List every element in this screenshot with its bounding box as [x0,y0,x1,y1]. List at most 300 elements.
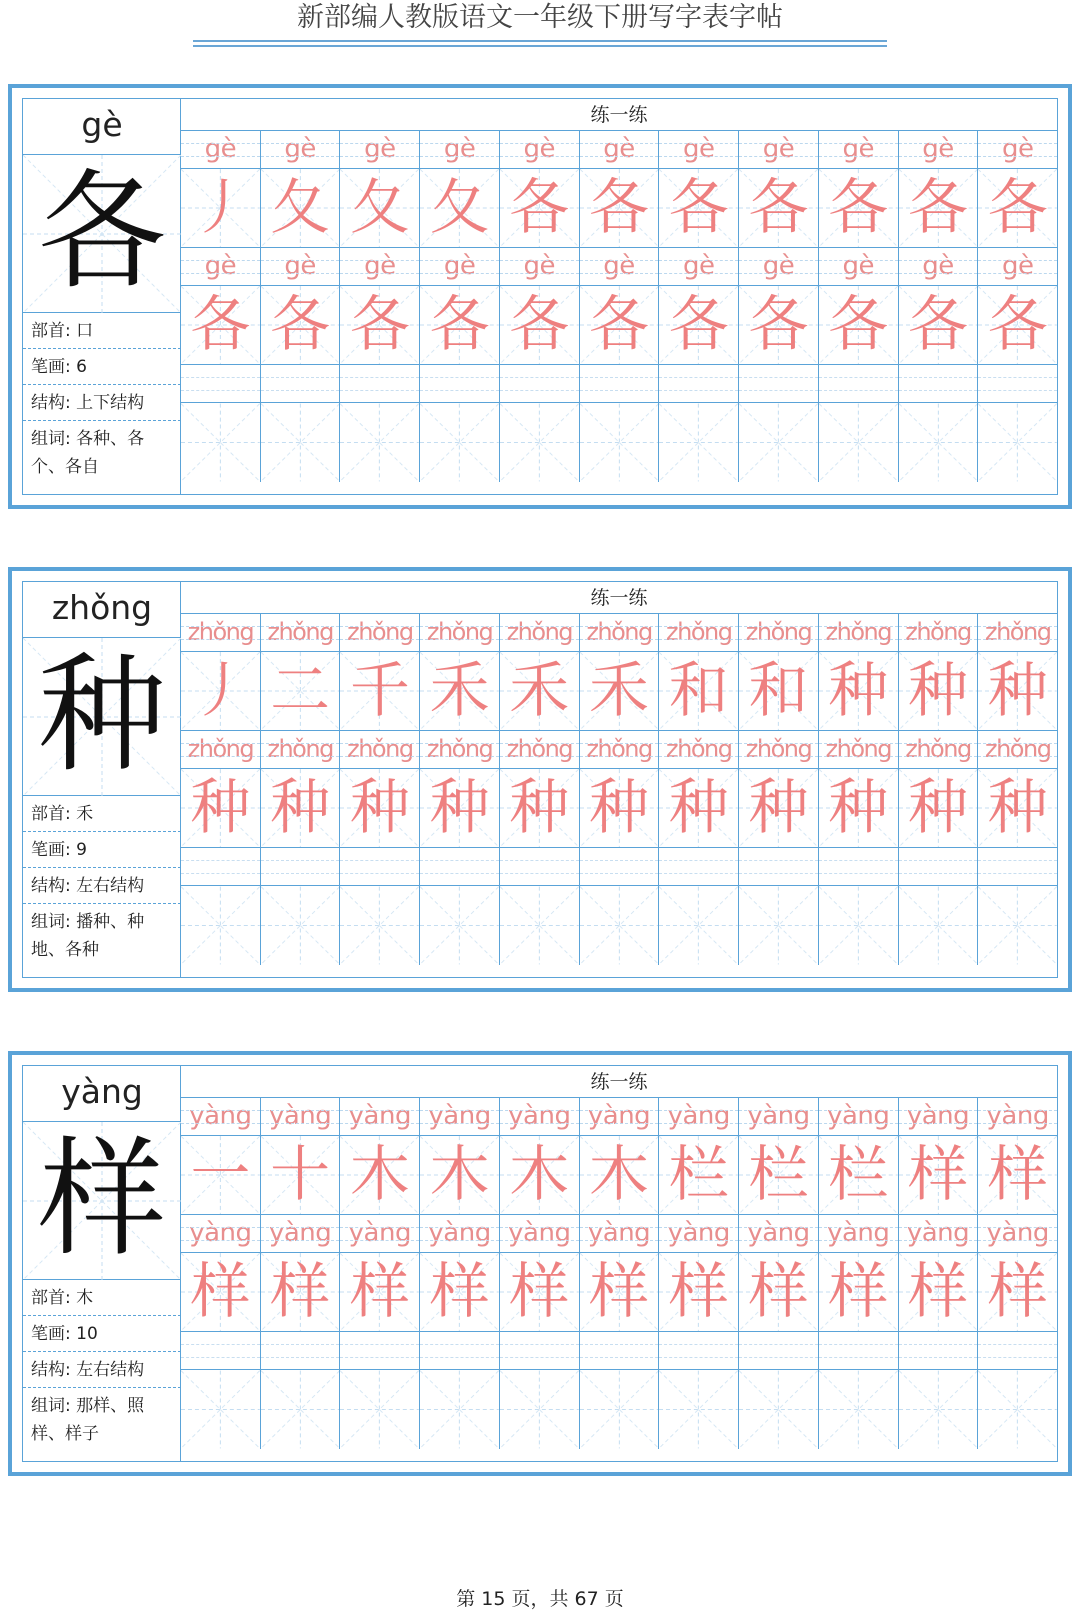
practice-pinyin: gè [739,248,819,285]
practice-char-cell[interactable] [739,652,819,730]
practice-pinyin: zhǒng [978,614,1057,651]
practice-pinyin: zhǒng [181,614,261,651]
practice-pinyin: gè [819,248,899,285]
practice-char-cell[interactable] [580,286,660,364]
blank-pinyin-cell[interactable] [181,365,261,402]
words-label: 组词: 播种、种 [31,912,145,932]
blank-pinyin-cell[interactable] [420,365,500,402]
practice-char-cell[interactable] [340,169,420,247]
blank-practice-cell[interactable] [420,886,500,965]
trace-character: 各 [190,290,251,360]
trace-character: 各 [987,290,1048,360]
stroke-count-label: 笔画: 9 [23,832,181,868]
trace-character: 种 [589,773,650,843]
practice-char-cell[interactable] [580,169,660,247]
trace-character: 禾 [429,656,490,726]
blank-pinyin-cell[interactable] [420,848,500,885]
blank-practice-cell[interactable] [819,403,899,482]
trace-character: 各 [429,290,490,360]
blank-practice-cell[interactable] [181,1370,261,1449]
blank-pinyin-cell[interactable] [659,848,739,885]
practice-pinyin: gè [181,248,261,285]
practice-pinyin: gè [899,131,979,168]
practice-char-cell[interactable] [819,1136,899,1214]
trace-character: 样 [907,1140,968,1210]
trace-character: 种 [907,656,968,726]
blank-pinyin-row [181,1332,1057,1370]
blank-pinyin-cell[interactable] [500,1332,580,1369]
practice-pinyin: zhǒng [420,731,500,768]
practice-pinyin: zhǒng [420,614,500,651]
practice-char-cell[interactable] [181,769,261,847]
info-panel [23,582,181,977]
practice-pinyin: yàng [261,1215,341,1252]
trace-character: 千 [349,656,410,726]
blank-practice-cell[interactable] [739,403,819,482]
practice-char-cell[interactable] [899,652,979,730]
blank-practice-cell[interactable] [420,1370,500,1449]
blank-pinyin-cell[interactable] [500,365,580,402]
trace-character: 和 [668,656,729,726]
trace-character: 各 [589,173,650,243]
practice-pinyin: yàng [580,1098,660,1135]
practice-pinyin: gè [659,131,739,168]
trace-character: 各 [349,290,410,360]
trace-character: 丿 [190,173,251,243]
trace-character: 木 [589,1140,650,1210]
blank-pinyin-cell[interactable] [261,848,341,885]
practice-char-cell[interactable] [420,1136,500,1214]
char-pinyin: yàng [23,1066,181,1122]
practice-pinyin: gè [580,131,660,168]
practice-pinyin: gè [420,248,500,285]
trace-character: 各 [828,173,889,243]
practice-char-cell[interactable] [978,1253,1057,1331]
practice-char-cell[interactable] [500,169,580,247]
practice-char-cell[interactable] [420,1253,500,1331]
practice-char-cell[interactable] [739,169,819,247]
pinyin-row [181,1098,1057,1136]
practice-char-cell[interactable] [261,286,341,364]
trace-character: 木 [509,1140,570,1210]
practice-char-cell[interactable] [261,1253,341,1331]
blank-pinyin-cell[interactable] [819,848,899,885]
trace-character: 样 [509,1257,570,1327]
practice-char-cell[interactable] [978,169,1057,247]
pinyin-row [181,131,1057,169]
practice-pinyin: gè [739,131,819,168]
practice-area [181,99,1057,494]
practice-pinyin: zhǒng [659,614,739,651]
stroke-order-row [181,1136,1057,1215]
structure-label: 结构: 左右结构 [23,868,181,904]
blank-practice-cell[interactable] [500,1370,580,1449]
blank-pinyin-cell[interactable] [819,1332,899,1369]
practice-char-cell[interactable] [181,1253,261,1331]
trace-character: 夂 [429,173,490,243]
blank-practice-cell[interactable] [340,403,420,482]
words-label: 组词: 各种、各 [31,429,145,449]
practice-pinyin: yàng [500,1215,580,1252]
practice-pinyin: gè [580,248,660,285]
practice-char-cell[interactable] [500,1136,580,1214]
words-label-cont: 地、各种 [31,940,99,960]
practice-pinyin: gè [659,248,739,285]
practice-char-cell[interactable] [978,286,1057,364]
blank-pinyin-cell[interactable] [580,848,660,885]
blank-pinyin-cell[interactable] [181,848,261,885]
practice-char-cell[interactable] [819,169,899,247]
practice-char-cell[interactable] [899,286,979,364]
trace-character: 种 [349,773,410,843]
practice-pinyin: yàng [181,1098,261,1135]
blank-pinyin-cell[interactable] [899,1332,979,1369]
blank-pinyin-cell[interactable] [340,848,420,885]
trace-character: 一 [190,1140,251,1210]
info-panel [23,99,181,494]
blank-practice-cell[interactable] [261,1370,341,1449]
trace-character: 二 [270,656,331,726]
blank-pinyin-row [181,365,1057,403]
title-underline [193,40,887,42]
practice-pinyin: zhǒng [181,731,261,768]
practice-char-cell[interactable] [659,286,739,364]
practice-char-cell[interactable] [340,1253,420,1331]
practice-pinyin: yàng [340,1215,420,1252]
practice-char-cell[interactable] [580,1136,660,1214]
blank-pinyin-row [181,848,1057,886]
main-character: 种 [37,641,166,790]
trace-character: 各 [907,173,968,243]
blank-practice-cell[interactable] [261,886,341,965]
trace-character: 各 [668,290,729,360]
trace-character: 样 [668,1257,729,1327]
blank-practice-cell[interactable] [739,886,819,965]
blank-pinyin-cell[interactable] [899,848,979,885]
practice-heading: 练一练 [181,1066,1057,1098]
practice-pinyin: zhǒng [899,731,979,768]
practice-pinyin: yàng [181,1215,261,1252]
trace-character: 夂 [349,173,410,243]
blank-practice-cell[interactable] [659,403,739,482]
trace-character: 种 [509,773,570,843]
trace-character: 各 [270,290,331,360]
blank-practice-cell[interactable] [978,886,1057,965]
blank-practice-cell[interactable] [899,403,979,482]
blank-practice-cell[interactable] [819,1370,899,1449]
practice-pinyin: gè [978,248,1057,285]
practice-pinyin: gè [978,131,1057,168]
practice-char-cell[interactable] [500,286,580,364]
blank-practice-cell[interactable] [819,886,899,965]
practice-pinyin: yàng [899,1098,979,1135]
trace-character: 样 [987,1257,1048,1327]
blank-pinyin-cell[interactable] [261,365,341,402]
practice-char-cell[interactable] [819,652,899,730]
practice-pinyin: yàng [340,1098,420,1135]
blank-pinyin-cell[interactable] [739,365,819,402]
practice-pinyin: yàng [659,1215,739,1252]
trace-character: 十 [270,1140,331,1210]
practice-pinyin: gè [899,248,979,285]
blank-practice-cell[interactable] [500,403,580,482]
blank-practice-cell[interactable] [580,403,660,482]
blank-pinyin-cell[interactable] [739,848,819,885]
practice-char-cell[interactable] [819,286,899,364]
practice-pinyin: yàng [261,1098,341,1135]
blank-writing-row [181,403,1057,482]
practice-char-cell[interactable] [340,1136,420,1214]
tracing-row [181,769,1057,848]
trace-character: 种 [429,773,490,843]
practice-pinyin: zhǒng [261,614,341,651]
trace-character: 各 [509,173,570,243]
blank-pinyin-cell[interactable] [500,848,580,885]
practice-char-cell[interactable] [420,169,500,247]
blank-practice-cell[interactable] [261,403,341,482]
char-grid [23,1122,181,1280]
practice-char-cell[interactable] [261,652,341,730]
practice-char-cell[interactable] [420,769,500,847]
structure-label: 结构: 上下结构 [23,385,181,421]
trace-character: 各 [828,290,889,360]
blank-practice-cell[interactable] [500,886,580,965]
practice-pinyin: zhǒng [819,614,899,651]
pinyin-row [181,614,1057,652]
practice-pinyin: gè [500,248,580,285]
main-character: 各 [37,158,166,307]
tracing-row [181,286,1057,365]
blank-pinyin-cell[interactable] [978,1332,1057,1369]
practice-heading: 练一练 [181,99,1057,131]
practice-pinyin: yàng [978,1098,1057,1135]
blank-pinyin-cell[interactable] [819,365,899,402]
blank-pinyin-cell[interactable] [261,1332,341,1369]
trace-character: 样 [828,1257,889,1327]
practice-char-cell[interactable] [500,1253,580,1331]
practice-char-cell[interactable] [340,286,420,364]
trace-character: 栏 [668,1140,729,1210]
practice-char-cell[interactable] [899,1253,979,1331]
blank-pinyin-cell[interactable] [340,365,420,402]
practice-char-cell[interactable] [181,169,261,247]
practice-pinyin: zhǒng [500,731,580,768]
practice-pinyin: gè [181,131,261,168]
section-frame [22,581,1058,978]
blank-writing-row [181,1370,1057,1449]
blank-practice-cell[interactable] [899,1370,979,1449]
practice-char-cell[interactable] [899,769,979,847]
practice-char-cell[interactable] [739,1136,819,1214]
practice-pinyin: yàng [819,1098,899,1135]
blank-pinyin-cell[interactable] [978,365,1057,402]
practice-pinyin: yàng [580,1215,660,1252]
practice-pinyin: gè [261,131,341,168]
practice-char-cell[interactable] [261,1136,341,1214]
trace-character: 样 [190,1257,251,1327]
practice-char-cell[interactable] [659,169,739,247]
blank-pinyin-cell[interactable] [978,848,1057,885]
trace-character: 丿 [190,656,251,726]
practice-char-cell[interactable] [420,286,500,364]
blank-practice-cell[interactable] [659,886,739,965]
practice-char-cell[interactable] [181,652,261,730]
practice-pinyin: yàng [659,1098,739,1135]
char-grid [23,155,181,313]
main-character: 样 [37,1125,166,1274]
practice-char-cell[interactable] [659,769,739,847]
practice-char-cell[interactable] [659,652,739,730]
character-section [8,567,1072,992]
practice-char-cell[interactable] [659,1253,739,1331]
practice-pinyin: gè [340,248,420,285]
stroke-count-label: 笔画: 6 [23,349,181,385]
trace-character: 种 [748,773,809,843]
practice-pinyin: zhǒng [739,731,819,768]
practice-char-cell[interactable] [420,652,500,730]
blank-practice-cell[interactable] [739,1370,819,1449]
trace-character: 禾 [589,656,650,726]
page-title: 新部编人教版语文一年级下册写字表字帖 [297,2,783,33]
practice-char-cell[interactable] [580,769,660,847]
blank-pinyin-cell[interactable] [739,1332,819,1369]
blank-practice-cell[interactable] [340,1370,420,1449]
trace-character: 各 [907,290,968,360]
practice-pinyin: zhǒng [500,614,580,651]
radical-label: 部首: 口 [23,313,181,349]
practice-char-cell[interactable] [739,1253,819,1331]
words-label-cont: 个、各自 [31,457,99,477]
practice-pinyin: gè [261,248,341,285]
words-label: 组词: 那样、照 [31,1396,145,1416]
blank-pinyin-cell[interactable] [580,1332,660,1369]
blank-writing-row [181,886,1057,965]
character-section [8,1051,1072,1476]
practice-pinyin: yàng [978,1215,1057,1252]
trace-character: 种 [828,773,889,843]
blank-practice-cell[interactable] [978,403,1057,482]
stroke-order-row [181,652,1057,731]
trace-character: 夂 [270,173,331,243]
blank-pinyin-cell[interactable] [899,365,979,402]
practice-pinyin: gè [340,131,420,168]
blank-practice-cell[interactable] [978,1370,1057,1449]
blank-pinyin-cell[interactable] [659,1332,739,1369]
practice-char-cell[interactable] [819,1253,899,1331]
trace-character: 种 [828,656,889,726]
blank-pinyin-cell[interactable] [580,365,660,402]
blank-practice-cell[interactable] [899,886,979,965]
trace-character: 种 [987,773,1048,843]
blank-practice-cell[interactable] [580,886,660,965]
practice-char-cell[interactable] [340,769,420,847]
practice-char-cell[interactable] [978,1136,1057,1214]
char-pinyin: gè [23,99,181,155]
page-footer: 第 15 页，共 67 页 [456,1588,624,1610]
practice-pinyin: gè [420,131,500,168]
practice-pinyin: zhǒng [261,731,341,768]
blank-pinyin-cell[interactable] [420,1332,500,1369]
blank-practice-cell[interactable] [181,403,261,482]
practice-pinyin: yàng [739,1215,819,1252]
practice-char-cell[interactable] [340,652,420,730]
practice-char-cell[interactable] [181,1136,261,1214]
practice-char-cell[interactable] [261,169,341,247]
practice-pinyin: zhǒng [659,731,739,768]
blank-practice-cell[interactable] [420,403,500,482]
character-section [8,84,1072,509]
trace-character: 禾 [509,656,570,726]
trace-character: 栏 [748,1140,809,1210]
radical-label: 部首: 木 [23,1280,181,1316]
practice-char-cell[interactable] [978,652,1057,730]
trace-character: 种 [190,773,251,843]
trace-character: 种 [668,773,729,843]
trace-character: 样 [270,1257,331,1327]
practice-pinyin: yàng [500,1098,580,1135]
radical-label: 部首: 禾 [23,796,181,832]
blank-pinyin-cell[interactable] [181,1332,261,1369]
char-pinyin: zhǒng [23,582,181,638]
stroke-order-row [181,169,1057,248]
section-frame [22,98,1058,495]
practice-area [181,1066,1057,1461]
practice-char-cell[interactable] [739,286,819,364]
practice-char-cell[interactable] [978,769,1057,847]
blank-pinyin-cell[interactable] [340,1332,420,1369]
trace-character: 各 [589,290,650,360]
practice-pinyin: yàng [819,1215,899,1252]
practice-pinyin: zhǒng [340,731,420,768]
practice-char-cell[interactable] [819,769,899,847]
section-frame [22,1065,1058,1462]
trace-character: 样 [429,1257,490,1327]
trace-character: 各 [748,173,809,243]
blank-practice-cell[interactable] [181,886,261,965]
practice-pinyin: zhǒng [580,731,660,768]
trace-character: 木 [349,1140,410,1210]
practice-char-cell[interactable] [181,286,261,364]
practice-pinyin: zhǒng [340,614,420,651]
practice-pinyin: zhǒng [819,731,899,768]
trace-character: 各 [668,173,729,243]
practice-char-cell[interactable] [739,769,819,847]
practice-char-cell[interactable] [500,769,580,847]
trace-character: 各 [987,173,1048,243]
practice-char-cell[interactable] [580,652,660,730]
blank-practice-cell[interactable] [340,886,420,965]
practice-char-cell[interactable] [500,652,580,730]
practice-char-cell[interactable] [580,1253,660,1331]
practice-pinyin: zhǒng [580,614,660,651]
blank-practice-cell[interactable] [580,1370,660,1449]
blank-pinyin-cell[interactable] [659,365,739,402]
stroke-count-label: 笔画: 10 [23,1316,181,1352]
practice-char-cell[interactable] [899,1136,979,1214]
trace-character: 种 [907,773,968,843]
practice-char-cell[interactable] [899,169,979,247]
practice-char-cell[interactable] [659,1136,739,1214]
practice-area [181,582,1057,977]
blank-practice-cell[interactable] [659,1370,739,1449]
info-panel [23,1066,181,1461]
trace-character: 样 [589,1257,650,1327]
trace-character: 各 [748,290,809,360]
practice-pinyin: gè [819,131,899,168]
title-underline-2 [193,45,887,47]
practice-char-cell[interactable] [261,769,341,847]
trace-character: 各 [509,290,570,360]
